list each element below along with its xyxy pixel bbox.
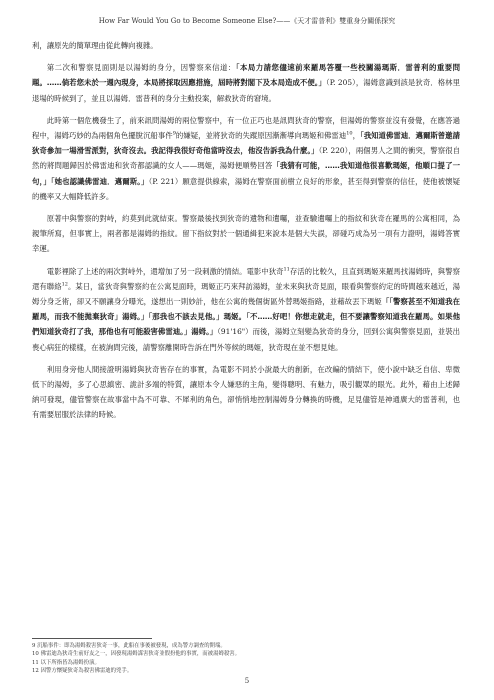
paragraph-text: 利，讓原先的簡單理由從此轉向複雜。: [32, 41, 158, 50]
paragraph-3: [32, 113, 460, 204]
paragraph-text: （91'16"）而後，湯姆立刻變為狄奇的身分，回到公寓與警察見面，並裝出喪心病狂的樣樣，在被詢問完後，請警察離開時告訴在門外等候的瑪姬，狄奇現在並不想見她。: [32, 327, 460, 352]
paragraph-text: 第二次和警察見面則是以湯姆的身分，因警察來信道：: [46, 63, 236, 73]
paragraph-text: （P. 221）願意提供線索，湯姆在警察面前樹立良好的形象，甚至得到警察的信任，使他被懷疑的機率又大幅降低許多。: [32, 176, 460, 201]
running-header: How Far Would You Go to Become Someone Else?——《天才雷普利》雙重身分關係探究: [98, 17, 396, 25]
paragraph-text: 利用身旁他人間接證明湯姆與狄奇皆存在的事實，為電影不同於小說最大的創新，在改編的情結下，使小說中缺乏自信、卑微低下的湯姆，多了心思縝密、詭計多端的特質，讓原本令人嫌惡的主角，變得聰明、有魅力，吸引觀眾的眼光。此外，藉由上述歸納可發現，儘管警察在故事當中為不可靠、不犀利的角色，卻悄悄地控制湯姆身分轉換的時機，足見儘管是神通廣大的雷普利，也有需要屈服於法律的時候。: [32, 364, 460, 420]
paragraph-1: [32, 38, 460, 53]
quoted-passage: 「我知道佛雷迪．邁爾斯曾邀請狄奇參加一場滑雪派對，狄奇沒去。我記得我很好奇他當時沒去，他沒告訴我為什麼。」: [32, 131, 460, 156]
paragraph-text: 的嫌疑，並將狄奇的失蹤原因漸漸導向瑪姬和佛雷迪: [175, 131, 347, 141]
footnote: 9 沉船事件：即為湯姆殺害狄奇一事，此船在事後被發現，成為警方調查的開端。: [32, 643, 226, 649]
paragraph-text: （P. 205），湯姆意識到該是狄奇．格林里退場的時候到了，並且以湯姆．雷普利的身分主動投案，解救狄奇的窘境。: [32, 78, 460, 103]
footnote: 12 因警方懷疑狄奇為殺害佛雷迪的兇手。: [32, 668, 133, 675]
footnote-ref[interactable]: 12: [61, 281, 68, 288]
footnote: 11 以下所指皆為湯姆扮演。: [32, 659, 100, 666]
footnote-ref[interactable]: 10: [346, 130, 353, 137]
quoted-passage: 「本局力請您儘速前來羅馬答覆一些校關湯瑪斯．雷普利的重要問題。……倘若您未於一週內現身，本局將採取因應措施，屆時將對閣下及本局造成不便。」: [32, 63, 460, 88]
paragraph-text: 原著中與警察的對峙，約莫到此就結束。警察最後找到狄奇的遺物和遺囑，並查驗遺囑上的指紋和狄奇在羅馬的公寓相同，為親筆所寫，但事實上，兩者都是湯姆的指紋。留下指紋對於一個通緝犯來說本是個大失誤，卻碰巧成為另一項有力證明，湯姆答實幸運。: [32, 214, 460, 254]
paragraph-4: [32, 211, 460, 257]
paragraph-2: [32, 60, 460, 106]
paragraph-5: [32, 264, 460, 355]
footnotes: [32, 642, 460, 676]
paragraph-text: 存活的比較久，且直到瑪姬來羅馬找湯姆時，與警察還有聯絡: [32, 266, 460, 291]
paragraph-text: 此時第一個危機發生了，前來訊問湯姆的兩位警察中，有一位正巧也是訊問狄奇的警察，但湯姆的警察並沒有發覺，在應答過程中，湯姆巧妙的為兩個角色擺脫沉船事件: [32, 115, 460, 141]
footnote-divider: [32, 638, 152, 639]
footnote-ref[interactable]: 9: [172, 130, 176, 137]
footnote-ref[interactable]: 11: [283, 266, 290, 273]
paragraph-text: （P. 220），兩個男人之間的衝突，警察很自然的將問題歸因於佛雷迪和狄奇都認識的女人——瑪姬，湯姆便順勢回答: [32, 146, 460, 171]
paragraph-text: 。某日，當狄奇與警察約在公寓見面時，瑪姬正巧來拜訪湯姆，並未來與狄奇見面，眼看與警察約定的時間越來越近，湯姆分身乏術，卻又不願讓身分曝光，遂想出一則妙計，他在公寓的幾個街區外替瑪姬指路，並藉故丟下瑪姬: [32, 281, 460, 307]
page-number: 5: [244, 677, 250, 685]
paragraph-text: ，: [352, 131, 361, 141]
paragraph-6: [32, 362, 460, 423]
footnote: 10 佛雷迪為狄奇生前好友之一，因發現湯姆謀害狄奇並假扮他的事實，而被湯姆殺害。: [32, 651, 241, 658]
quoted-passage: 「我猜有可能，……我知道他很喜歡瑪姬，他順口提了一句，」「她也認識佛雷迪．邁爾斯。」: [32, 161, 460, 186]
quoted-passage: 「「警察甚至不知道我在羅馬，而我不能拋棄狄奇」湯姆。」「那我也不該去見他。」瑪姬。「不……好吧！你想走就走，但不要讓警察知道我在羅馬。如果他們知道狄奇打了我，那他也有可能殺害佛雷迪。」湯姆。」: [32, 297, 460, 337]
body-text: [32, 38, 460, 430]
paragraph-text: 電影裡除了上述的兩次對峙外，還增加了另一段刺激的情結。電影中狄奇: [46, 266, 284, 276]
